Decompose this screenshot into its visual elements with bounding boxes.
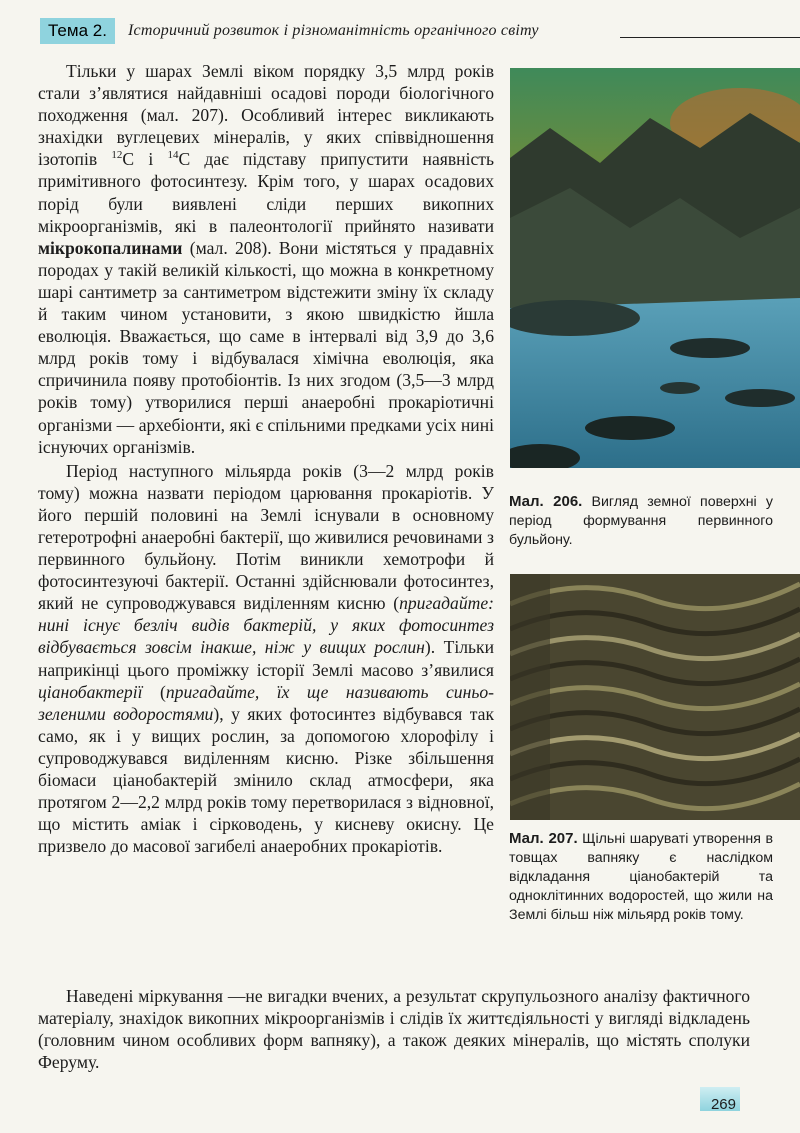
running-header: [40, 18, 800, 46]
paragraph-2: Період наступного мільярда років (3—2 млрд років тому) можна назвати періодом царювання прокаріотів. У його першій половині на Землі існували в основному гетеротрофні анаеробні бактерії, що живилися речовинами з первинного бульйону. Потім виникли хемотрофи й фотосинтезуючі бактерії. Останні здійснювали фотосинтез, який не супроводжувався виділенням кисню (пригадайте: нині існує безліч видів бактерій, у яких фотосинтез відбувається зовсім інакше, ніж у вищих рослин). Тільки наприкінці цього проміжку історії Землі масово з’явилися ціанобактерії (пригадайте, їх ще називають синьо-зеленими водоростями), у яких фотосинтез відбувався так само, як і у вищих рослин, за допомогою хлорофілу і супроводжувався виділенням кисню. Різке збільшення біомаси ціанобактерій змінило склад атмосфери, яка протягом 2—2,2 млрд років тому перетворилася з відновної, що містить аміак і сірководень, у кисневу окисну. Це призвело до масової загибелі анаеробних прокаріотів.: [38, 460, 495, 857]
term-microfossils: мікрокопалинами: [38, 237, 183, 258]
topic-label: Тема 2.: [40, 18, 115, 44]
paragraph-3: Наведені міркування —не вигадки вчених, а результат скрупульозного аналізу фактичного матеріалу, знахідок викопних мікроорганізмів і слідів їх життєдіяльності у вигляді відкладень (головним чином особливих форм вапняку), а також деяких мінералів, що містять сполуки Феруму.: [38, 986, 750, 1073]
topic-title: Історичний розвиток і різноманітність органічного світу: [128, 22, 539, 39]
paragraph-1: Тільки у шарах Землі віком порядку 3,5 млрд років стали з’являтися найдавніші осадові породи біологічного походження (мал. 207). Особливий інтерес викликають знахідки вуглецевих мінералів, у яких співвідношення ізотопів $^{12}$С і $^{14}$С дає підставу припустити наявність примітивного фотосинтезу. Крім того, у шарах осадових порід були виявлені сліди перших викопних мікроорганізмів, які в палеонтології прийнято називати мікрокопалинами (мал. 208). Вони містяться у прадавніх породах у такій великій кількості, що можна в конкретному шарі сантиметр за сантиметром відстежити зміну їх складу й таким чином установити, з якою швидкістю йшла еволюція. Вважається, що саме в інтервалі від 3,9 до 3,6 млрд років тому і відбувалася хімічна еволюція, яка спричинила появу протобіонтів. Із них згодом (3,5—3 млрд років тому) утворилися перші анаеробні прокаріотичні організми — архебіонти, які є спільними предками усіх нині існуючих організмів.: [38, 61, 494, 457]
page-number: 269: [700, 1087, 740, 1111]
figure-206-caption: Мал. 206. Вигляд земної поверхні у період формування первинного бульйону.: [509, 493, 773, 548]
figure-206-image: [510, 68, 800, 468]
conclusion-block: [38, 985, 750, 1073]
stromatolite-layers-photo: [510, 574, 800, 820]
main-column: [38, 60, 494, 857]
figure-207-caption: Мал. 207. Щільні шаруваті утворення в товщах вапняку є наслідком відкладання ціанобактерій та одноклітинних водоростей, що жили на Землі більш ніж мільярд років тому.: [509, 830, 773, 923]
primordial-landscape-illustration: [510, 68, 800, 468]
header-rule: [620, 37, 800, 38]
figure-207-image: [510, 574, 800, 820]
